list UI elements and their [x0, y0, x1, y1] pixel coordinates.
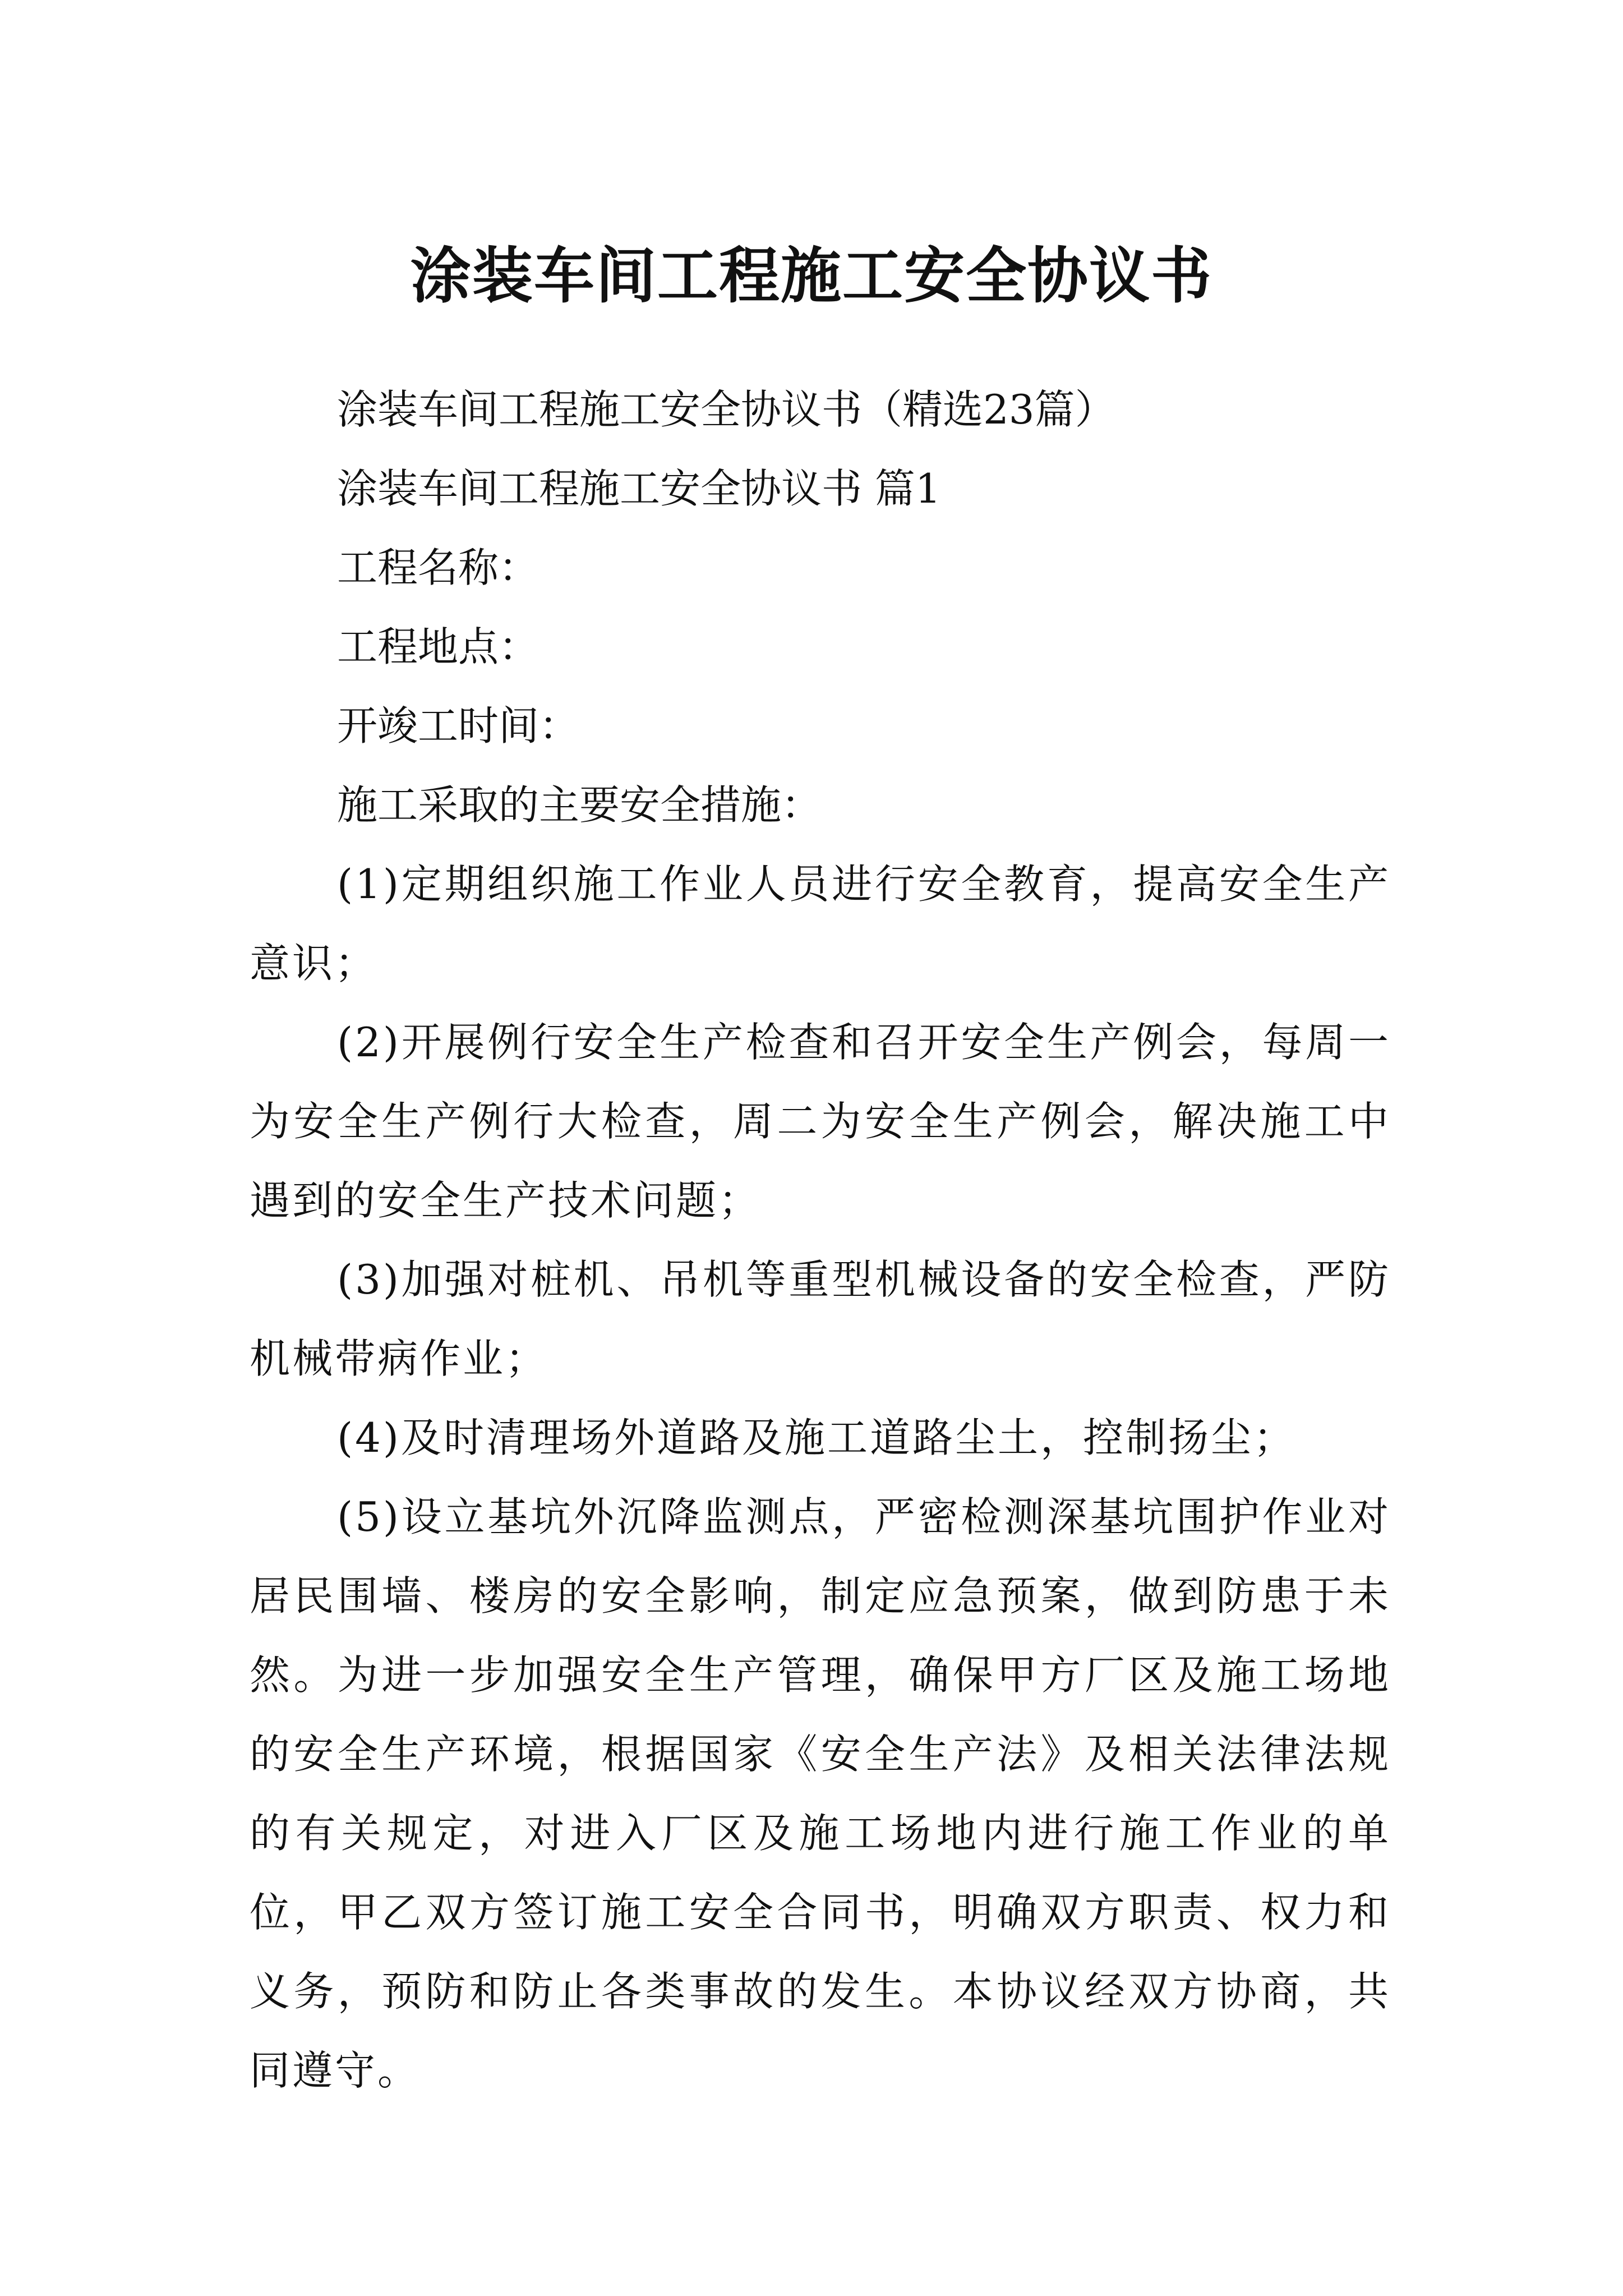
- measure-item-3: (3)加强对桩机、吊机等重型机械设备的安全检查，严防机械带病作业；: [250, 1256, 1391, 1382]
- project-name-label: 工程名称：: [337, 544, 540, 591]
- measure-item-1: (1)定期组织施工作业人员进行安全教育，提高安全生产意识；: [250, 861, 1391, 987]
- document-body: [250, 370, 1391, 2110]
- document-subtitle: 涂装车间工程施工安全协议书（精选23篇）: [337, 386, 1115, 433]
- project-location-label: 工程地点：: [337, 623, 540, 670]
- document-title: 涂装车间工程施工安全协议书: [410, 241, 1212, 312]
- measures-heading: 施工采取的主要安全措施：: [337, 781, 822, 829]
- measure-item-5: (5)设立基坑外沉降监测点，严密检测深基坑围护作业对居民围墙、楼房的安全影响，制定应急预案，做到防患于未然。为进一步加强安全生产管理，确保甲方厂区及施工场地的安全生产环境，根据国家《安全生产法》及相关法律法规的有关规定，对进入厂区及施工场地内进行施工作业的单位，甲乙双方签订施工安全合同书，明确双方职责、权力和义务，预防和防止各类事故的发生。本协议经双方协商，共同遵守。: [250, 1493, 1391, 2094]
- section-heading: 涂装车间工程施工安全协议书 篇1: [337, 465, 941, 512]
- schedule-label: 开竣工时间：: [337, 702, 580, 749]
- measure-item-2: (2)开展例行安全生产检查和召开安全生产例会，每周一为安全生产例行大检查，周二为安全生产例会，解决施工中遇到的安全生产技术问题；: [250, 1019, 1391, 1224]
- measure-item-4: (4)及时清理场外道路及施工道路尘土，控制扬尘；: [337, 1414, 1296, 1461]
